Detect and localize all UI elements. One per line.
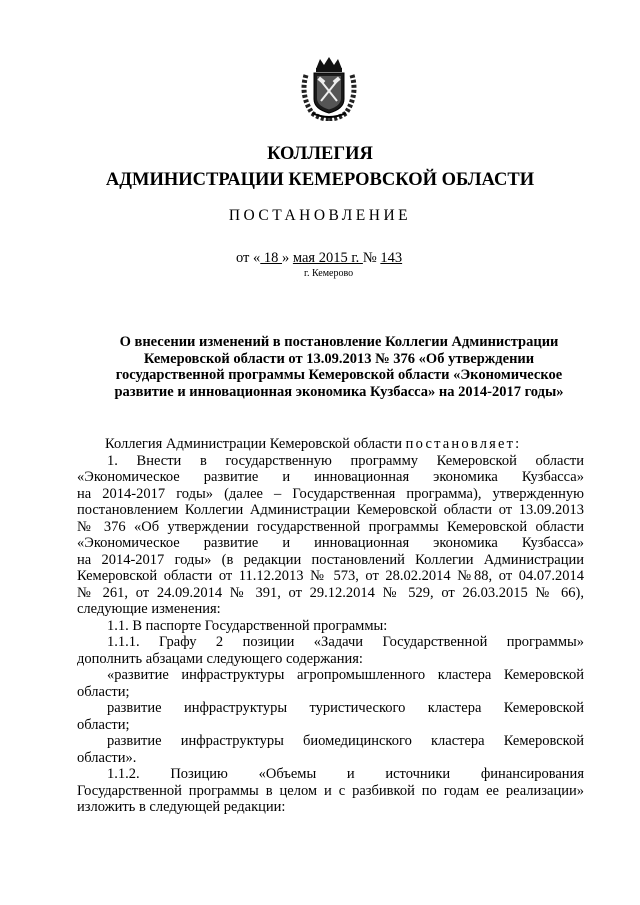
body-line: следующие изменения: [77, 601, 221, 617]
preamble-decision-word: постановляет: [405, 436, 522, 452]
body-line: постановлением Коллегии Администрации Кемеровской области от 13.09.2013 [77, 502, 584, 518]
body-line: области». [77, 749, 137, 766]
body-line: 1. Внести в государственную программу Кемеровской области [107, 452, 584, 469]
title-line: государственной программы Кемеровской области «Экономическое [115, 367, 563, 383]
date-month-year: мая 2015 г. [292, 250, 363, 266]
body-line: 1.1.2. Позицию «Объемы и источники финансирования [107, 766, 584, 782]
kemerovo-coat-of-arms-icon [298, 55, 360, 121]
document-city: г. Кемерово [304, 268, 354, 279]
body-line: развитие инфраструктуры биомедицинского кластера Кемеровской [107, 733, 584, 749]
body-line: 1.1.1. Графу 2 позиции «Задачи Государственной программы» [107, 634, 584, 650]
org-name-line1: КОЛЛЕГИЯ [267, 144, 373, 164]
org-name-line2: АДМИНИСТРАЦИИ КЕМЕРОВСКОЙ ОБЛАСТИ [105, 170, 535, 190]
body-line: «Экономическое развитие и инновационная экономика Кузбасса» [77, 535, 584, 551]
body-line: области; [77, 683, 130, 700]
document-body [77, 436, 584, 816]
body-line: области; [77, 716, 130, 733]
body-line: развитие инфраструктуры туристического кластера Кемеровской [107, 700, 584, 716]
body-line: «развитие инфраструктуры агропромышленного кластера Кемеровской [107, 667, 584, 683]
document-date-line [236, 250, 402, 267]
body-line: дополнить абзацами следующего содержания: [77, 650, 363, 667]
body-line: изложить в следующей редакции: [77, 799, 286, 815]
body-line: Государственной программы в целом и с разбивкой по годам ее реализации» [77, 782, 584, 799]
body-line: на 2014-2017 годы» (в редакции постановлений Коллегии Администрации [77, 551, 584, 568]
document-number: 143 [380, 250, 403, 266]
preamble-text: Коллегия Администрации Кемеровской области [105, 436, 406, 452]
body-line: Кемеровской области от 11.12.2013 № 573, от 28.02.2014 №88, от 04.07.2014 [77, 568, 584, 584]
document-type: ПОСТАНОВЛЕНИЕ [228, 207, 412, 224]
preamble-line [77, 436, 584, 453]
body-line: № 261, от 24.09.2014 № 391, от 29.12.2014 № 529, от 26.03.2015 № 66), [77, 584, 584, 601]
title-line: развитие и инновационная экономика Кузбасса» на 2014-2017 годы» [114, 383, 564, 400]
body-line: на 2014-2017 годы» (далее – Государственная программа), утвержденную [77, 485, 584, 502]
number-label: № [362, 250, 381, 266]
body-line: «Экономическое развитие и инновационная экономика Кузбасса» [77, 469, 584, 485]
date-mid: » [282, 250, 293, 266]
title-line: Кемеровской области от 13.09.2013 № 376 «Об утверждении [143, 350, 535, 367]
document-title [100, 334, 578, 400]
body-line: 1.1. В паспорте Государственной программы: [107, 617, 388, 634]
date-prefix: от « [236, 250, 261, 266]
body-line: № 376 «Об утверждении государственной программы Кемеровской области [77, 518, 584, 535]
date-day: 18 [260, 250, 283, 266]
title-line: О внесении изменений в постановление Коллегии Администрации [119, 334, 559, 350]
coat-of-arms-emblem [298, 55, 360, 121]
